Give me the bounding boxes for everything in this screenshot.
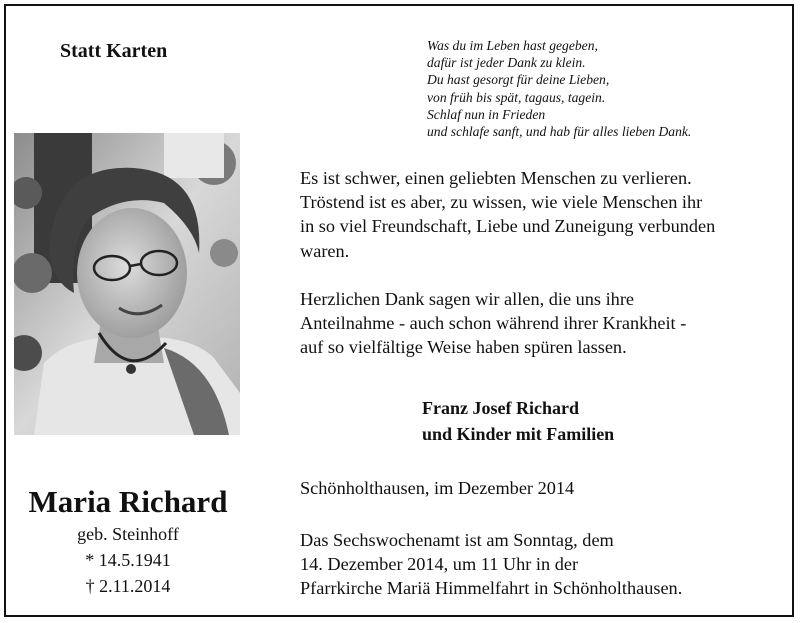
message-paragraph-2	[300, 287, 686, 360]
message-line: Anteilnahme - auch schon während ihrer Krankheit -	[300, 313, 687, 334]
message-paragraph-1	[300, 166, 715, 263]
portrait-photo	[14, 133, 240, 435]
message-line: auf so vielfältige Weise haben spüren lassen.	[300, 337, 627, 358]
signature-line-2: und Kinder mit Familien	[422, 424, 615, 444]
death-date: † 2.11.2014	[85, 576, 171, 596]
birth-date: * 14.5.1941	[85, 550, 171, 570]
service-line: Das Sechswochenamt ist am Sonntag, dem	[300, 530, 614, 550]
poem-line: dafür ist jeder Dank zu klein.	[427, 55, 586, 71]
poem-line: Was du im Leben hast gegeben,	[427, 38, 598, 53]
poem-line: und schlafe sanft, und hab für alles lieben Dank.	[427, 124, 692, 140]
service-line: 14. Dezember 2014, um 11 Uhr in der	[300, 554, 579, 575]
message-line: Herzlichen Dank sagen wir allen, die uns ihre	[300, 289, 635, 309]
message-line: in so viel Freundschaft, Liebe und Zuneigung verbunden	[300, 216, 716, 237]
poem	[427, 37, 691, 140]
message-line: waren.	[300, 240, 350, 261]
portrait-illustration	[14, 133, 240, 435]
service-line: Pfarrkirche Mariä Himmelfahrt in Schönholthausen.	[300, 578, 683, 599]
place-date: Schönholthausen, im Dezember 2014	[300, 478, 575, 498]
statt-karten-heading: Statt Karten	[60, 40, 168, 62]
birth-name: geb. Steinhoff	[77, 524, 179, 544]
service-announcement	[300, 528, 682, 601]
poem-line: Schlaf nun in Frieden	[427, 106, 546, 122]
signature-line-1: Franz Josef Richard	[422, 398, 579, 418]
deceased-name: Maria Richard	[28, 484, 228, 519]
poem-line: Du hast gesorgt für deine Lieben,	[427, 72, 610, 88]
message-line: Tröstend ist es aber, zu wissen, wie viele Menschen ihr	[300, 192, 703, 213]
poem-line: von früh bis spät, tagaus, tagein.	[427, 89, 606, 105]
message-line: Es ist schwer, einen geliebten Menschen zu verlieren.	[300, 168, 692, 188]
